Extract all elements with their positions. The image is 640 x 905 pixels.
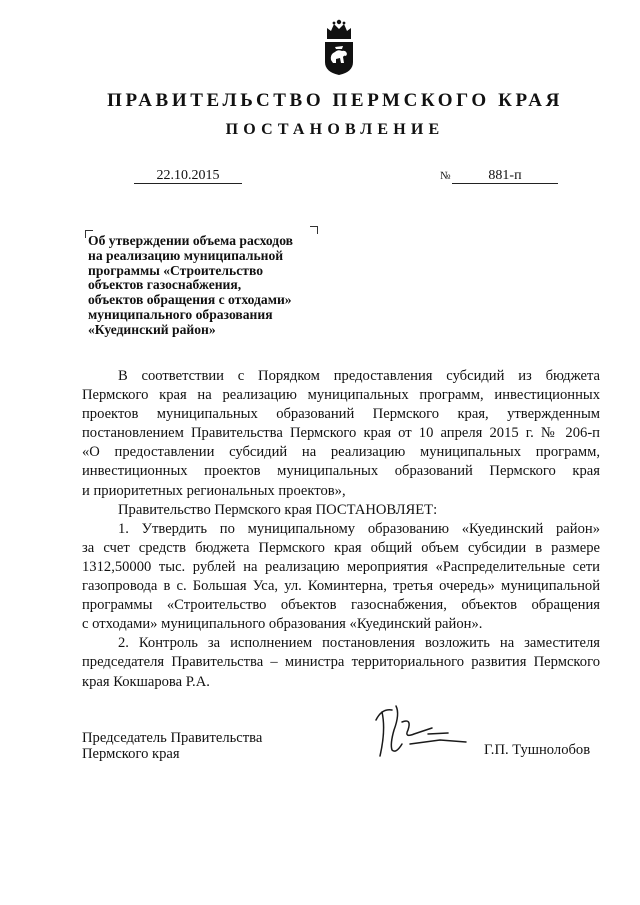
subject-line: программы «Строительство <box>88 262 263 278</box>
body-line: «О предоставлении субсидий на реализацию муниципальных программ, <box>82 444 600 461</box>
signer-name: Г.П. Тушнолобов <box>484 742 591 758</box>
body-line: с отходами» муниципального образования «Куединский район». <box>82 616 483 633</box>
body-line: проектов муниципальных образований Пермского края, утвержденным <box>82 406 600 423</box>
body-line: и приоритетных региональных проектов», <box>82 482 346 499</box>
subject-line: объектов обращения с отходами» <box>88 292 292 308</box>
item-2-paragraph <box>82 634 600 691</box>
body-line: края Кокшарова Р.А. <box>82 673 210 690</box>
body-line: программы «Строительство объектов газоснабжения, объектов обращения <box>82 597 600 614</box>
handwritten-signature-icon <box>370 700 480 762</box>
body-line: 2. Контроль за исполнением постановления возложить на заместителя <box>118 635 600 652</box>
document-subject <box>88 234 338 338</box>
signer-position <box>82 730 262 762</box>
body-line: председателя Правительства – министра территориального развития Пермского <box>82 654 600 671</box>
document-number: 881-п <box>452 168 558 184</box>
subject-line: на реализацию муниципальной <box>88 247 284 263</box>
document-body <box>82 367 600 692</box>
body-line: инвестиционных проектов муниципальных образований Пермского края <box>82 463 600 480</box>
body-line: за счет средств бюджета Пермского края общий объем субсидии в размере <box>82 539 600 556</box>
item-1-paragraph <box>82 520 600 635</box>
subject-line: Об утверждении объема расходов <box>88 233 293 248</box>
subject-line: объектов газоснабжения, <box>88 277 242 293</box>
perm-krai-coat-of-arms-icon <box>322 16 356 76</box>
document-type-title: ПОСТАНОВЛЕНИЕ <box>225 121 445 138</box>
preamble-paragraph <box>82 367 600 501</box>
body-line: постановлением Правительства Пермского края от 10 апреля 2015 г. № 206-п <box>82 425 600 442</box>
body-line: Пермского края на реализацию муниципальных программ, инвестиционных <box>82 387 600 404</box>
body-line: В соответствии с Порядком предоставления субсидий из бюджета <box>118 368 600 384</box>
subject-line: муниципального образования <box>88 306 273 322</box>
body-line: газопровода в с. Большая Уса, ул. Коминтерна, третья очередь» муниципальной <box>82 578 600 595</box>
document-date: 22.10.2015 <box>134 168 242 184</box>
subject-line: «Куединский район» <box>88 321 216 337</box>
number-sign: № <box>440 170 451 182</box>
body-line: 1. Утвердить по муниципальному образованию «Куединский район» <box>118 520 600 537</box>
subject-corner-mark-right <box>310 226 318 234</box>
organization-title: ПРАВИТЕЛЬСТВО ПЕРМСКОГО КРАЯ <box>107 90 563 111</box>
body-line: 1312,50000 тыс. рублей на реализацию мероприятия «Распределительные сети <box>82 558 600 575</box>
signer-position-line: Председатель Правительства <box>82 730 263 746</box>
signer-position-line: Пермского края <box>82 746 180 762</box>
resolves-paragraph: Правительство Пермского края ПОСТАНОВЛЯЕТ: <box>118 501 438 518</box>
